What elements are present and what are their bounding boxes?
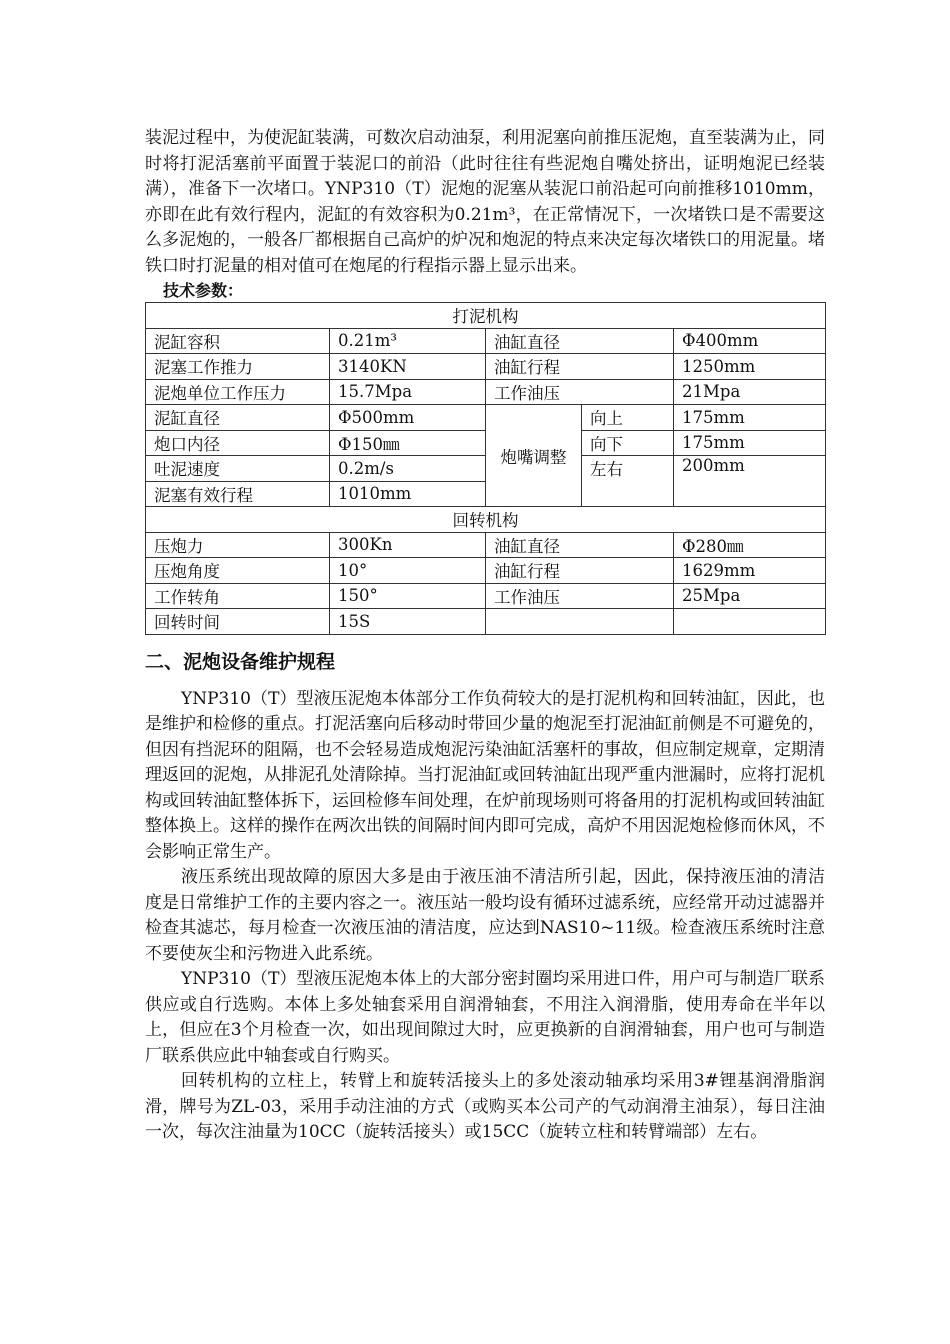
param-name: 工作油压 bbox=[486, 583, 674, 609]
nozzle-direction: 向上 bbox=[582, 405, 674, 431]
param-value: 0.2m/s bbox=[330, 456, 486, 482]
param-value: 21Mpa bbox=[674, 379, 826, 405]
param-value: 3140KN bbox=[330, 354, 486, 380]
nozzle-adjust-label: 炮嘴调整 bbox=[486, 405, 582, 507]
intro-paragraph: 装泥过程中，为使泥缸装满，可数次启动油泵，利用泥塞向前推压泥炮，直至装满为止，同时将打泥活塞前平面置于装泥口的前沿（此时往往有些泥炮自嘴处挤出，证明炮泥已经装满），准备下一次堵口。YNP310（T）泥炮的泥塞从装泥口前沿起可向前推移1010mm，亦即在此有效行程内，泥缸的有效容积为0.21m³，在正常情况下，一次堵铁口是不需要这么多泥炮的，一般各厂都根据自己高炉的炉况和炮泥的特点来决定每次堵铁口的用泥量。堵铁口时打泥量的相对值可在炮尾的行程指示器上显示出来。 bbox=[145, 128, 825, 276]
param-name: 工作油压 bbox=[486, 379, 674, 405]
paragraph: YNP310（T）型液压泥炮本体部分工作负荷较大的是打泥机构和回转油缸，因此，也是维护和检修的重点。打泥活塞向后移动时带回少量的炮泥至打泥油缸前侧是不可避免的，但因有挡泥环的阻隔，也不会轻易造成炮泥污染油缸活塞杆的事故，但应制定规章，定期清理返回的泥炮，从排泥孔处清除掉。当打泥油缸或回转油缸出现严重内泄漏时，应将打泥机构或回转油缸整体拆下，运回检修车间处理，在炉前现场则可将备用的打泥机构或回转油缸整体换上。这样的操作在两次出铁的间隔时间内即可完成，高炉不用因泥炮检修而休风，不会影响正常生产。 bbox=[145, 688, 825, 862]
param-name: 泥炮单位工作压力 bbox=[146, 379, 330, 405]
table-row bbox=[146, 405, 826, 431]
param-name: 吐泥速度 bbox=[146, 456, 330, 482]
param-value: 15S bbox=[330, 609, 486, 635]
param-value: 1629mm bbox=[674, 558, 826, 584]
param-value: Φ400mm bbox=[674, 328, 826, 354]
paragraph: 回转机构的立柱上，转臂上和旋转活接头上的多处滚动轴承均采用3#锂基润滑脂润滑，牌号为ZL-03，采用手动注油的方式（或购买本公司产的气动润滑主油泵），每日注油一次，每次注油量为10CC（旋转活接头）或15CC（旋转立柱和转臂端部）左右。 bbox=[145, 1071, 825, 1142]
param-value: Φ280㎜ bbox=[674, 532, 826, 558]
spec-table bbox=[145, 302, 826, 635]
tech-params-label: 技术参数： bbox=[163, 281, 244, 300]
document-page bbox=[145, 126, 825, 1146]
param-name: 油缸行程 bbox=[486, 354, 674, 380]
param-name: 油缸行程 bbox=[486, 558, 674, 584]
section-row bbox=[146, 303, 826, 329]
param-value: 1250mm bbox=[674, 354, 826, 380]
nozzle-value: 175mm bbox=[674, 405, 826, 431]
param-name: 泥塞工作推力 bbox=[146, 354, 330, 380]
table-row bbox=[146, 609, 826, 635]
param-value: Φ150㎜ bbox=[330, 430, 486, 456]
table-row bbox=[146, 558, 826, 584]
table-row bbox=[146, 328, 826, 354]
param-name: 泥缸直径 bbox=[146, 405, 330, 431]
empty-cell bbox=[486, 609, 674, 635]
table-row bbox=[146, 354, 826, 380]
param-value: 0.21m³ bbox=[330, 328, 486, 354]
section-title: 打泥机构 bbox=[146, 303, 826, 329]
nozzle-direction: 左右 bbox=[582, 456, 674, 507]
param-value: 150° bbox=[330, 583, 486, 609]
param-name: 回转时间 bbox=[146, 609, 330, 635]
param-value: Φ500mm bbox=[330, 405, 486, 431]
table-row bbox=[146, 583, 826, 609]
param-name: 压炮力 bbox=[146, 532, 330, 558]
paragraph: YNP310（T）型液压泥炮本体上的大部分密封圈均采用进口件，用户可与制造厂联系供应或自行选购。本体上多处轴套采用自润滑轴套，不用注入润滑脂，使用寿命在半年以上，但应在3个月检查一次，如出现间隙过大时，应更换新的自润滑轴套，用户也可与制造厂联系供应此中轴套或自行购买。 bbox=[145, 969, 825, 1066]
param-name: 泥缸容积 bbox=[146, 328, 330, 354]
param-name: 油缸直径 bbox=[486, 328, 674, 354]
param-name: 工作转角 bbox=[146, 583, 330, 609]
param-name: 压炮角度 bbox=[146, 558, 330, 584]
empty-cell bbox=[674, 609, 826, 635]
paragraph: 液压系统出现故障的原因大多是由于液压油不清洁所引起，因此，保持液压油的清洁度是日常维护工作的主要内容之一。液压站一般均设有循环过滤系统，应经常开动过滤器并检查其滤芯，每月检查一次液压油的清洁度，应达到NAS10~11级。检查液压系统时注意不要使灰尘和污物进入此系统。 bbox=[145, 867, 825, 964]
section-title: 回转机构 bbox=[146, 507, 826, 533]
param-name: 油缸直径 bbox=[486, 532, 674, 558]
param-name: 炮口内径 bbox=[146, 430, 330, 456]
table-row bbox=[146, 379, 826, 405]
param-value: 10° bbox=[330, 558, 486, 584]
nozzle-value: 200mm bbox=[674, 456, 826, 507]
param-value: 300Kn bbox=[330, 532, 486, 558]
nozzle-value: 175mm bbox=[674, 430, 826, 456]
param-value: 1010mm bbox=[330, 481, 486, 507]
param-value: 25Mpa bbox=[674, 583, 826, 609]
nozzle-direction: 向下 bbox=[582, 430, 674, 456]
section-heading: 二、泥炮设备维护规程 bbox=[145, 650, 336, 673]
section-row bbox=[146, 507, 826, 533]
table-row bbox=[146, 532, 826, 558]
param-name: 泥塞有效行程 bbox=[146, 481, 330, 507]
param-value: 15.7Mpa bbox=[330, 379, 486, 405]
